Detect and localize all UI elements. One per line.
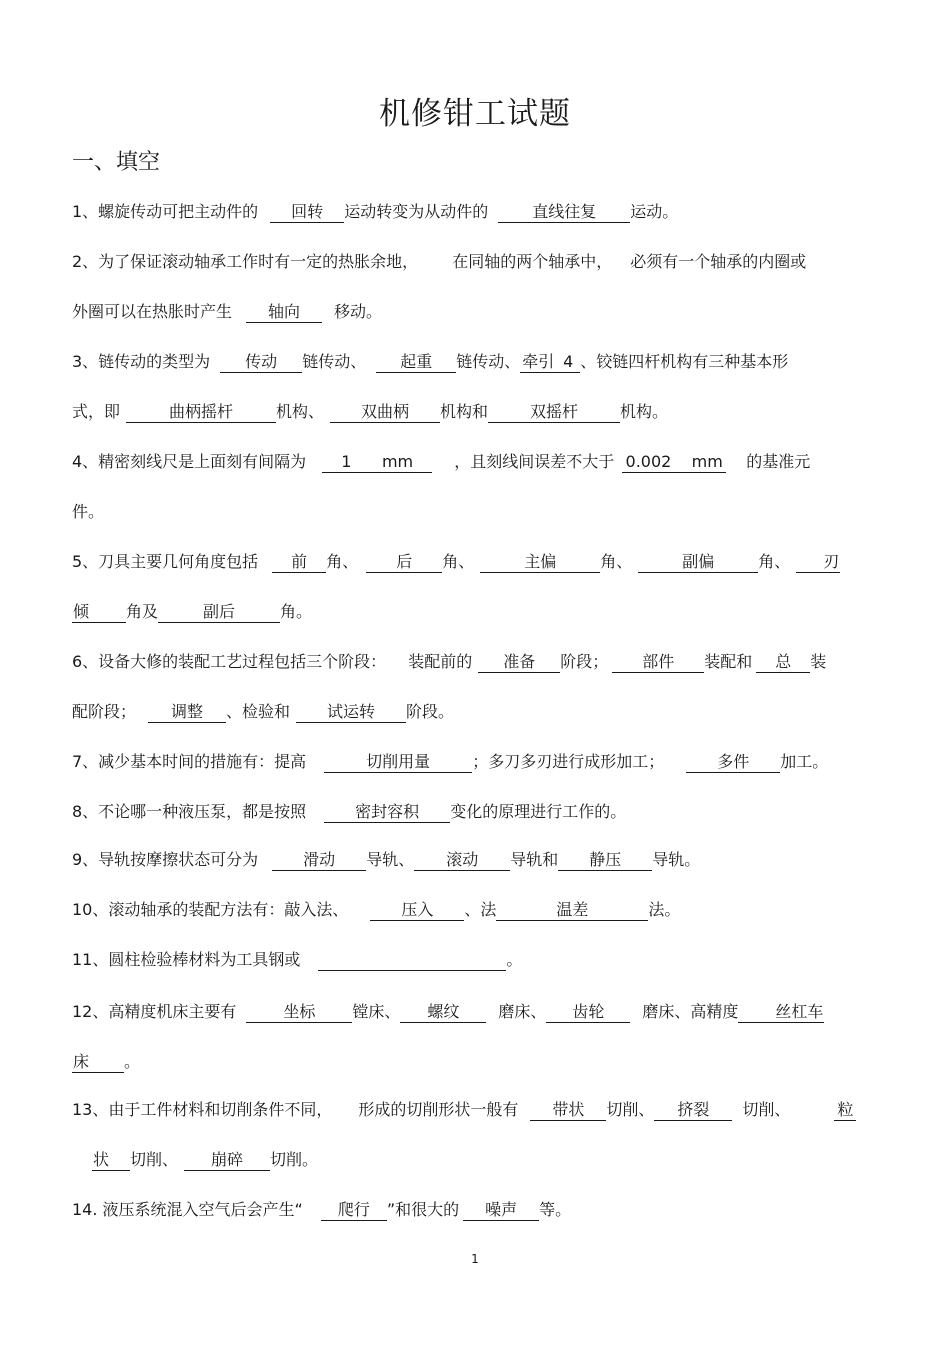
- question-4-cont: 件。: [72, 502, 105, 521]
- answer-blank: 坐标: [246, 1002, 352, 1023]
- answer-blank: 部件: [612, 652, 704, 673]
- question-number: 4: [556, 352, 580, 373]
- question-1: 1、螺旋传动可把主动件的 回转 运动转变为从动件的 直线往复 运动。: [72, 202, 679, 221]
- answer-blank: 副后: [158, 602, 280, 623]
- answer-blank: 副偏: [638, 552, 758, 573]
- answer-blank: 前: [272, 552, 326, 573]
- question-12-cont: 床 。: [73, 1052, 141, 1071]
- answer-blank: 试运转: [296, 702, 406, 723]
- question-4: 4、精密刻线尺是上面刻有间隔为 1 mm ，且刻线间误差不大于 0.002 mm 的基准元: [72, 452, 811, 471]
- answer-blank: 带状: [530, 1100, 606, 1121]
- question-2-cont: 外圈可以在热胀时产生 轴向 移动。: [72, 302, 383, 321]
- question-6-cont: 配阶段； 调整 、检验和 试运转 阶段。: [72, 702, 455, 721]
- answer-blank: 密封容积: [324, 802, 450, 823]
- question-3-cont: 式，即 曲柄摇杆 机构、 双曲柄 机构和 双摇杆 机构。: [72, 402, 669, 421]
- document-title: 机修钳工试题: [379, 96, 571, 132]
- answer-blank: 滚动: [414, 850, 510, 871]
- question-13: 13、由于工件材料和切削条件不同， 形成的切削形状一般有 带状 切削、 挤裂 切削、 粒: [72, 1098, 882, 1122]
- answer-blank: 轴向: [246, 302, 322, 323]
- answer-blank: 状: [92, 1150, 130, 1171]
- answer-blank: 0.002 mm: [622, 452, 726, 473]
- answer-blank: 倾: [72, 602, 126, 623]
- question-7: 7、减少基本时间的措施有：提高 切削用量 ；多刀多刃进行成形加工； 多件 加工。: [72, 752, 829, 771]
- section-heading: 一、填空: [72, 150, 161, 175]
- answer-blank: 粒: [834, 1100, 856, 1121]
- answer-blank: 调整: [148, 702, 226, 723]
- answer-blank: 回转: [270, 202, 344, 223]
- question-5: 5、刀具主要几何角度包括 前 角、 后 角、 主偏 角、 副偏 角、 刃: [72, 552, 840, 571]
- answer-blank: 传动: [220, 352, 302, 373]
- answer-blank: 噪声: [463, 1200, 539, 1221]
- answer-blank: 滑动: [272, 850, 366, 871]
- answer-blank: 后: [366, 552, 442, 573]
- answer-blank: 起重: [376, 352, 456, 373]
- answer-blank: 1 mm: [322, 452, 432, 473]
- answer-blank: 床: [72, 1052, 124, 1073]
- question-8: 8、不论哪一种液压泵，都是按照 密封容积 变化的原理进行工作的。: [72, 802, 627, 821]
- question-13-cont: 状 切削、 崩碎 切削。: [93, 1150, 319, 1169]
- question-3: 3、链传动的类型为 传动 链传动、 起重 链传动、 牵引 4 、铰链四杆机构有三种基本形: [72, 352, 789, 371]
- answer-blank: 双曲柄: [330, 402, 440, 423]
- question-10: 10、滚动轴承的装配方法有：敲入法、 压入 、法 温差 法。: [72, 900, 681, 919]
- answer-blank: 齿轮: [546, 1002, 630, 1023]
- question-12: 12、高精度机床主要有 坐标 镗床、 螺纹 磨床、 齿轮 磨床、高精度 丝杠车: [72, 1002, 824, 1021]
- answer-blank: 螺纹: [400, 1002, 486, 1023]
- answer-blank: 牵引: [522, 352, 555, 371]
- answer-blank: 刃: [796, 552, 840, 573]
- answer-blank: 压入: [370, 900, 464, 921]
- question-11: 11、圆柱检验棒材料为工具钢或 。: [72, 950, 523, 969]
- answer-blank: 双摇杆: [488, 402, 620, 423]
- answer-blank: 准备: [478, 652, 560, 673]
- page-number: 1: [471, 1252, 479, 1266]
- question-6: 6、设备大修的装配工艺过程包括三个阶段： 装配前的 准备 阶段； 部件 装配和 总 装: [72, 652, 827, 671]
- question-9: 9、导轨按摩擦状态可分为 滑动 导轨、 滚动 导轨和 静压 导轨。: [72, 850, 701, 869]
- answer-blank: 主偏: [480, 552, 600, 573]
- answer-blank: 挤裂: [654, 1100, 732, 1121]
- answer-blank-empty: [318, 950, 506, 971]
- answer-blank: 温差: [496, 900, 648, 921]
- answer-blank: 多件: [686, 752, 780, 773]
- question-5-cont: 倾 角及 副后 角。: [73, 602, 313, 621]
- answer-blank: 崩碎: [184, 1150, 270, 1171]
- question-2: 2、为了保证滚动轴承工作时有一定的热胀余地， 在同轴的两个轴承中， 必须有一个轴承的内圈或: [72, 252, 807, 271]
- answer-blank: 直线往复: [498, 202, 630, 223]
- answer-blank: 切削用量: [324, 752, 472, 773]
- answer-blank: 爬行: [321, 1200, 387, 1221]
- answer-blank: 总: [756, 652, 810, 673]
- answer-blank: 曲柄摇杆: [126, 402, 276, 423]
- answer-blank: 丝杠车: [738, 1002, 824, 1023]
- question-14: 14. 液压系统混入空气后会产生“ 爬行 ”和很大的 噪声 等。: [72, 1200, 572, 1219]
- answer-blank: 静压: [558, 850, 652, 871]
